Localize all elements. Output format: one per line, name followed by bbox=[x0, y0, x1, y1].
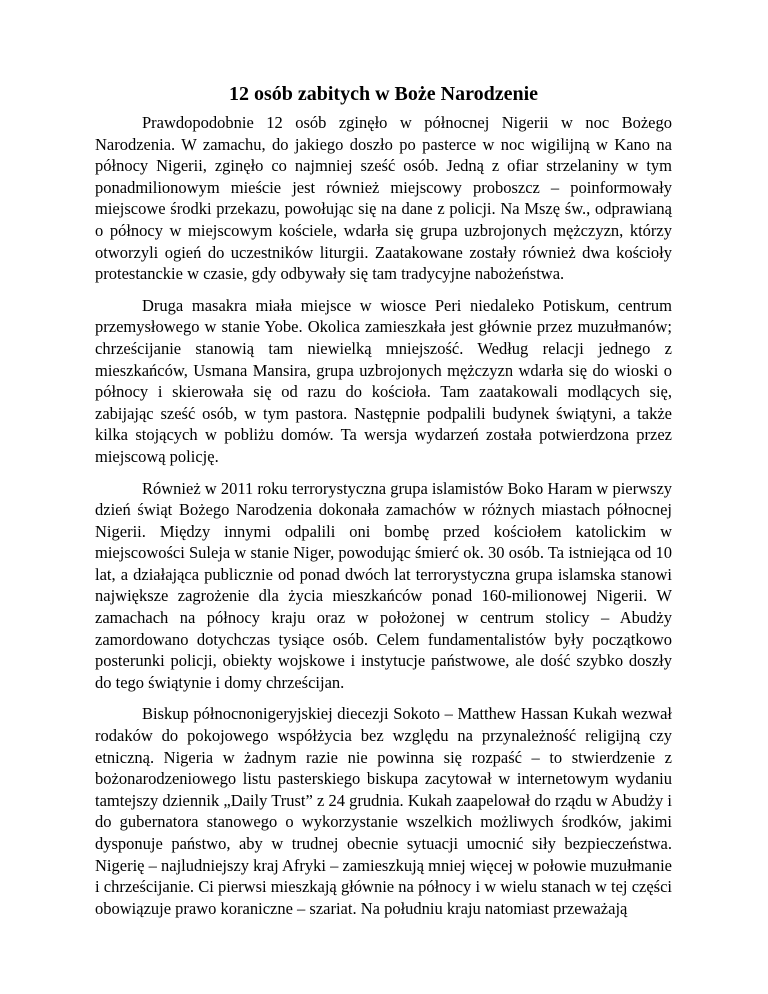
article-paragraph-1: Prawdopodobnie 12 osób zginęło w północnej Nigerii w noc Bożego Narodzenia. W zamachu, do jakiego doszło po pasterce w noc wigilijną w Kano na północy Nigerii, zginęło co najmniej sześć osób. Jedną z ofiar strzelaniny w tym ponadmilionowym mieście jest również miejscowy proboszcz – poinformowały miejscowe środki przekazu, powołując się na dane z policji. Na Mszę św., odprawianą o północy w miejscowym kościele, wdarła się grupa uzbrojonych mężczyzn, którzy otworzyli ogień do uczestników liturgii. Zaatakowane zostały również dwa kościoły protestanckie w czasie, gdy odbywały się tam tradycyjne nabożeństwa. bbox=[95, 113, 672, 284]
article-paragraph-3: Również w 2011 roku terrorystyczna grupa islamistów Boko Haram w pierwszy dzień świąt Bożego Narodzenia dokonała zamachów w różnych miastach północnej Nigerii. Między innymi odpalili oni bombę przed kościołem katolickim w miejscowości Suleja w stanie Niger, powodując śmierć ok. 30 osób. Ta istniejąca od 10 lat, a działająca publicznie od ponad dwóch lat terrorystyczna grupa islamska stanowi największe zagrożenie dla życia mieszkańców ponad 160-milionowej Nigerii. W zamachach na północy kraju oraz w położonej w centrum stolicy – Abudży zamordowano dotychczas tysiące osób. Celem fundamentalistów były początkowo posterunki policji, obiekty wojskowe i instytucje państwowe, ale dość szybko doszły do tego świątynie i domy chrześcijan. bbox=[95, 478, 673, 692]
article-title: 12 osób zabitych w Boże Narodzenie bbox=[228, 83, 539, 105]
article-paragraph-2: Druga masakra miała miejsce w wiosce Peri niedaleko Potiskum, centrum przemysłowego w stanie Yobe. Okolica zamieszkała jest głównie przez muzułmanów; chrześcijanie stanowią tam niewielką mniejszość. Według relacji jednego z mieszkańców, Usmana Mansira, grupa uzbrojonych mężczyzn wdarła się do wioski o północy i skierowała się od razu do kościoła. Tam zaatakowali modlących się, zabijając sześć osób, w tym pastora. Następnie podpalili budynek świątyni, a także kilka stojących w pobliżu domów. Ta wersja wydarzeń została potwierdzona przez miejscową policję. bbox=[95, 295, 672, 466]
article bbox=[95, 80, 672, 929]
article-paragraph-4: Biskup północnonigeryjskiej diecezji Sokoto – Matthew Hassan Kukah wezwał rodaków do pokojowego współżycia bez względu na przynależność religijną czy etniczną. Nigeria w żadnym razie nie powinna się rozpaść – to stwierdzenie z bożonarodzeniowego listu pasterskiego biskupa zacytował w internetowym wydaniu tamtejszy dziennik „Daily Trust” z 24 grudnia. Kukah zaapelował do rządu w Abudży i do gubernatora stanowego o wykorzystanie wszelkich możliwych środków, jakimi dysponuje państwo, aby w trudnej obecnie sytuacji umocnić siły bezpieczeństwa. Nigerię – najludniejszy kraj Afryki – zamieszkują mniej więcej w połowie muzułmanie i chrześcijanie. Ci pierwsi mieszkają głównie na północy i w wielu stanach w tej części obowiązuje prawo koraniczne – szariat. Na południu kraju natomiast przeważają bbox=[95, 704, 672, 918]
